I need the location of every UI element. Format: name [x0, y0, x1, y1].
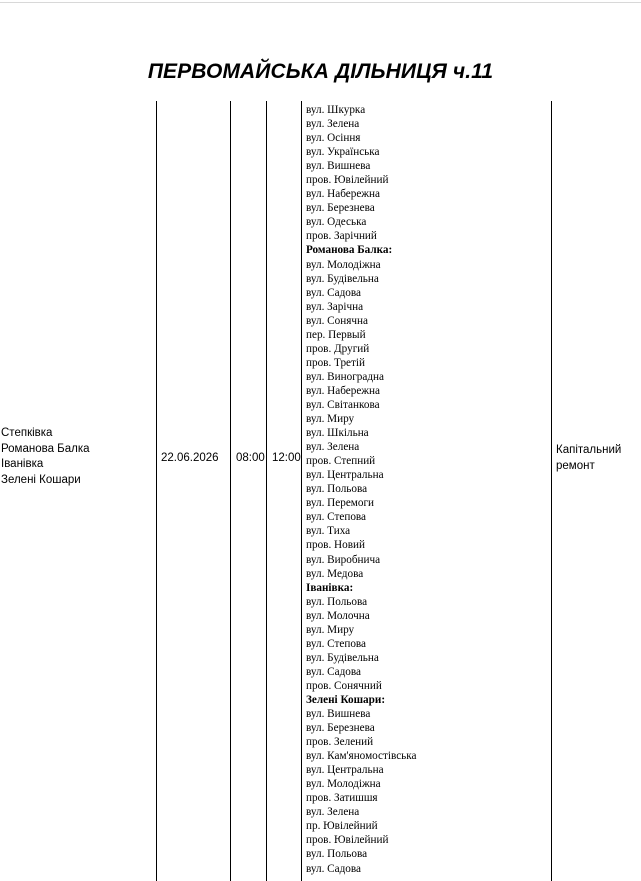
- street-item: вул. Медова: [306, 567, 364, 580]
- street-item: вул. Кам'яномостівська: [306, 750, 417, 763]
- street-item: вул. Зелена: [306, 118, 360, 131]
- streets-list: [306, 103, 417, 876]
- street-item: вул. Сонячна: [306, 314, 368, 327]
- top-divider: [0, 2, 641, 3]
- street-item: вул. Набережна: [306, 384, 380, 397]
- street-item: пров. Сонячний: [306, 679, 382, 692]
- street-item: пров. Ювілейний: [306, 174, 389, 187]
- street-item: вул. Садова: [306, 665, 361, 678]
- street-item: пров. Зелений: [306, 736, 374, 749]
- time-end-cell: 12:00: [272, 452, 301, 464]
- table-column-border: [156, 101, 157, 881]
- date-cell: 22.06.2026: [161, 452, 219, 464]
- street-item: вул. Вишнева: [306, 160, 371, 173]
- street-item: вул. Центральна: [306, 764, 384, 777]
- street-item: вул. Шкільна: [306, 427, 369, 440]
- street-item: пер. Первый: [306, 328, 366, 341]
- street-item: пров. Зарічний: [306, 230, 377, 243]
- street-item: вул. Березнева: [306, 202, 375, 215]
- settlement-heading: Романова Балка:: [306, 244, 393, 257]
- street-item: пр. Ювілейний: [306, 820, 378, 833]
- street-item: вул. Будівельна: [306, 272, 379, 285]
- street-item: вул. Молодіжна: [306, 778, 381, 791]
- table-column-border: [551, 101, 552, 881]
- street-item: вул. Зарічна: [306, 300, 364, 313]
- street-item: вул. Перемоги: [306, 497, 375, 510]
- street-item: вул. Зелена: [306, 441, 360, 454]
- street-item: вул. Вишнева: [306, 708, 371, 721]
- table-column-border: [266, 101, 267, 881]
- street-item: вул. Польова: [306, 595, 368, 608]
- street-item: вул. Шкурка: [306, 104, 366, 116]
- street-item: вул. Набережна: [306, 188, 380, 201]
- reason-cell: Капітальний ремонт: [556, 444, 622, 472]
- street-item: вул. Миру: [306, 623, 355, 636]
- street-item: вул. Виробнича: [306, 553, 381, 566]
- street-item: вул. Польова: [306, 848, 368, 861]
- table-column-border: [230, 101, 231, 881]
- street-item: вул. Польова: [306, 483, 368, 496]
- street-item: вул. Українська: [306, 146, 380, 159]
- street-item: пров. Другий: [306, 342, 370, 355]
- table-column-border: [301, 101, 302, 881]
- settlement-name: Степківка: [1, 427, 53, 439]
- street-item: пров. Третій: [306, 356, 366, 369]
- street-item: пров. Новий: [306, 539, 365, 552]
- street-item: вул. Будівельна: [306, 651, 379, 664]
- street-item: вул. Світанкова: [306, 398, 380, 411]
- street-item: пров. Затишшя: [306, 792, 378, 805]
- street-item: вул. Виноградна: [306, 370, 385, 383]
- settlement-name: Романова Балка: [1, 442, 90, 455]
- settlements-cell: [1, 426, 90, 488]
- street-item: вул. Степова: [306, 637, 367, 650]
- street-item: пров. Степний: [306, 455, 376, 468]
- street-item: пров. Ювілейний: [306, 834, 389, 847]
- settlement-heading: Іванівка:: [306, 581, 354, 594]
- time-start-cell: 08:00: [236, 452, 265, 464]
- settlement-heading: Зелені Кошари:: [306, 693, 386, 706]
- street-item: вул. Садова: [306, 286, 361, 299]
- settlement-name: Зелені Кошари: [1, 473, 81, 486]
- street-item: вул. Молодіжна: [306, 258, 381, 271]
- street-item: вул. Садова: [306, 862, 361, 875]
- street-item: вул. Молочна: [306, 609, 370, 622]
- street-item: вул. Степова: [306, 511, 367, 524]
- street-item: вул. Березнева: [306, 722, 375, 735]
- street-item: вул. Одеська: [306, 216, 367, 229]
- street-item: вул. Центральна: [306, 469, 384, 482]
- street-item: вул. Тиха: [306, 525, 351, 538]
- street-item: вул. Осіння: [306, 132, 361, 145]
- street-item: вул. Миру: [306, 413, 355, 426]
- street-item: вул. Зелена: [306, 806, 360, 819]
- settlement-name: Іванівка: [1, 458, 44, 470]
- page-title: ПЕРВОМАЙСЬКА ДІЛЬНИЦЯ ч.11: [147, 60, 494, 83]
